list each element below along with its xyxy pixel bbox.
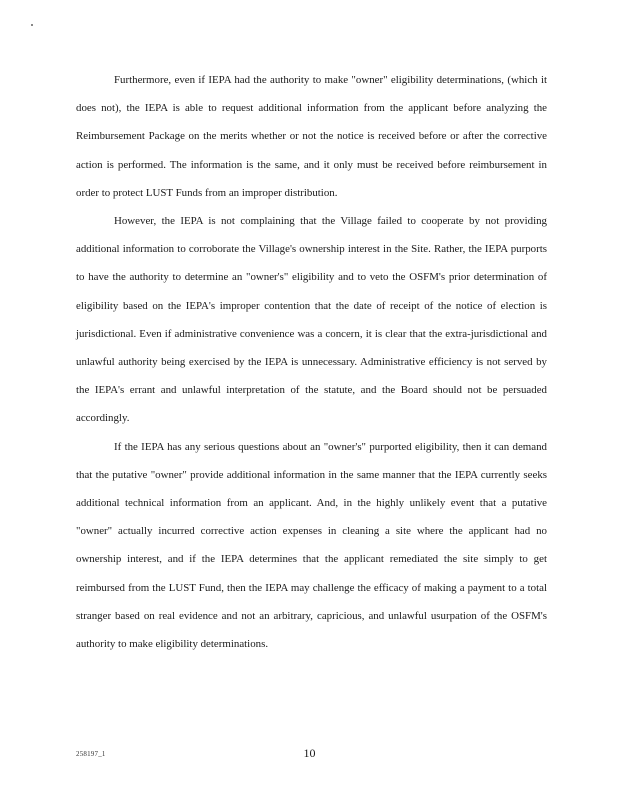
footer-document-id: 258197_1 <box>76 750 106 758</box>
paragraph-1: Furthermore, even if IEPA had the authority to make "owner" eligibility determinations, (which it does not), the IEPA is able to request additional information from the applicant before analyzing the Reimbursement Package on the merits whether or not the notice is received before or after the corrective action is performed. The information is the same, and it only must be received before reimbursement in order to protect LUST Funds from an improper distribution. <box>76 74 547 199</box>
paragraph-2: However, the IEPA is not complaining that the Village failed to cooperate by not providing additional information to corroborate the Village's ownership interest in the Site. Rather, the IEPA purports to have the authority to determine an "owner's" eligibility and to veto the OSFM's prior determination of eligibility based on the IEPA's improper contention that the date of receipt of the notice of election is jurisdictional. Even if administrative convenience was a concern, it is clear that the extra-jurisdictional and unlawful authority being exercised by the IEPA is unnecessary. Administrative efficiency is not served by the IEPA's errant and unlawful interpretation of the statute, and the Board should not be persuaded accordingly. <box>76 215 547 425</box>
scan-speck <box>31 24 33 26</box>
page-number: 10 <box>303 746 316 760</box>
body-text <box>76 66 547 658</box>
paragraph-3: If the IEPA has any serious questions about an "owner's" purported eligibility, then it can demand that the putative "owner" provide additional information in the same manner that the IEPA currently seeks additional technical information from an applicant. And, in the highly unlikely event that a putative "owner" actually incurred corrective action expenses in cleaning a site where the applicant had no ownership interest, and if the IEPA determines that the applicant remediated the site simply to get reimbursed from the LUST Fund, then the IEPA may challenge the efficacy of making a payment to a total stranger based on real evidence and not an arbitrary, capricious, and unlawful usurpation of the OSFM's authority to make eligibility determinations. <box>76 440 547 651</box>
